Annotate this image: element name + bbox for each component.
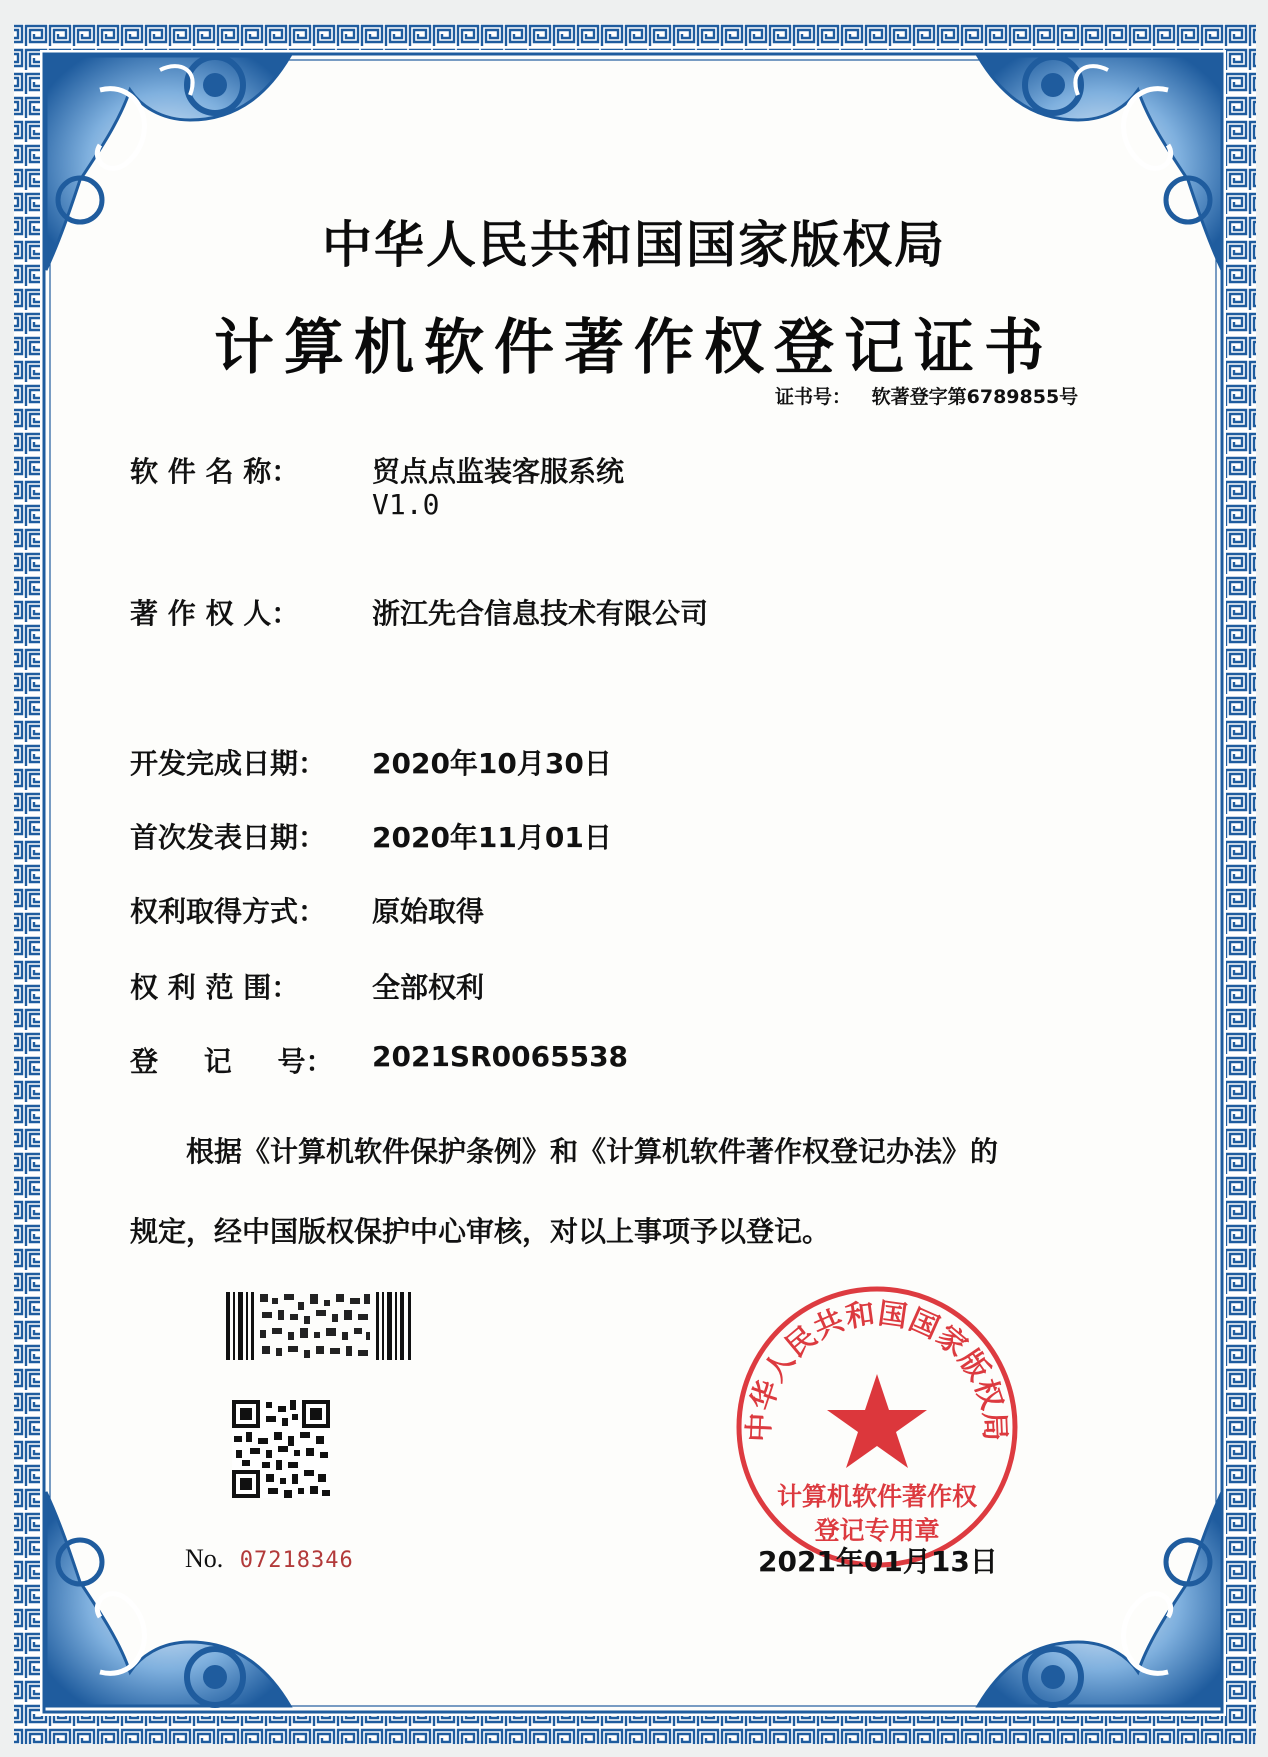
corner-ornament-bottom-left <box>40 1482 310 1712</box>
issue-date: 2021年01月13日 <box>758 1545 998 1578</box>
field-value: 原始取得 <box>372 895 485 928</box>
seal-arc-text: 中华人民共和国国家版权局 <box>741 1295 1013 1443</box>
field-label: 开发完成日期： <box>130 747 327 780</box>
certificate-title: 计算机软件著作权登记证书 <box>214 313 1054 383</box>
certificate-number-value: 软著登字第6789855号 <box>871 386 1079 408</box>
certificate-number-label: 证书号： <box>775 386 852 408</box>
serial-number <box>185 1544 354 1574</box>
field-label: 软 件 名 称： <box>130 455 300 488</box>
field-value: 贸点点监装客服系统 <box>372 455 625 488</box>
official-seal <box>732 1282 1022 1572</box>
issuer-title: 中华人民共和国国家版权局 <box>322 216 946 274</box>
field-value: 全部权利 <box>372 971 485 1004</box>
field-value: 2020年10月30日 <box>372 747 612 780</box>
seal-line-1: 计算机软件著作权 <box>776 1482 978 1511</box>
field-label: 权 利 范 围： <box>130 971 300 1004</box>
field-value-version: V1.0 <box>372 488 440 521</box>
seal-line-2: 登记专用章 <box>814 1516 940 1545</box>
field-label: 登 记 号： <box>130 1045 334 1078</box>
barcode-icon <box>226 1292 414 1360</box>
certificate-number <box>775 382 1078 409</box>
field-value: 2020年11月01日 <box>372 821 612 854</box>
field-label: 著 作 权 人： <box>130 597 300 630</box>
star-icon <box>827 1374 927 1468</box>
statement-line-1: 根据《计算机软件保护条例》和《计算机软件著作权登记办法》的 <box>186 1135 999 1168</box>
field-label: 权利取得方式： <box>130 895 327 928</box>
qr-code-icon <box>232 1400 330 1498</box>
field-value: 浙江先合信息技术有限公司 <box>372 597 709 630</box>
statement-line-2: 规定，经中国版权保护中心审核，对以上事项予以登记。 <box>130 1215 831 1248</box>
serial-number-value: 07218346 <box>239 1548 354 1573</box>
serial-number-label: No. <box>185 1544 224 1573</box>
field-value: 2021SR0065538 <box>372 1040 629 1073</box>
field-label: 首次发表日期： <box>130 821 327 854</box>
